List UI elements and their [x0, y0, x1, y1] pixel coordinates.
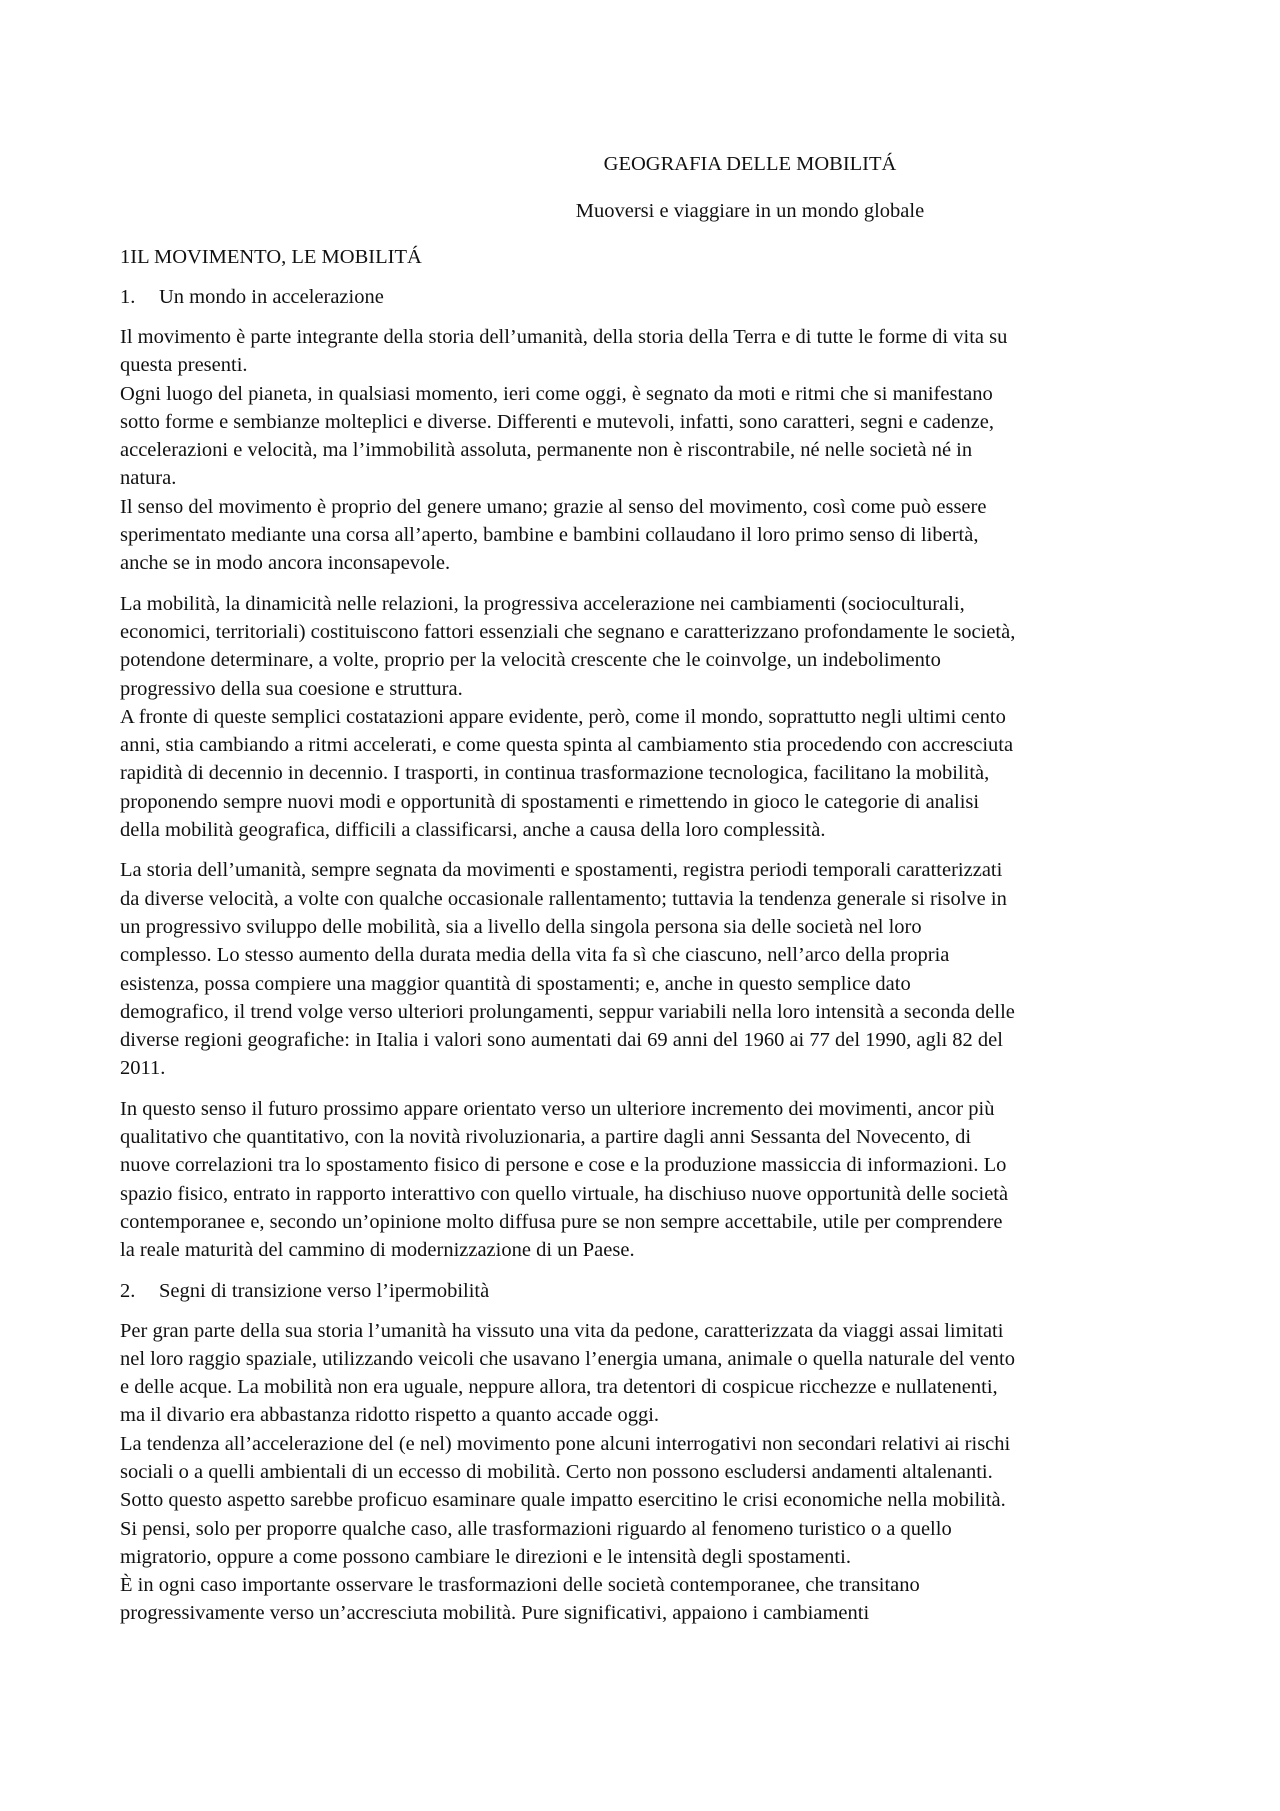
- text-line: Sotto questo aspetto sarebbe proficuo esaminare quale impatto esercitino le crisi economiche nella mobilità.: [120, 1489, 1006, 1512]
- text-line: della mobilità geografica, difficili a classificarsi, anche a causa della loro complessità.: [120, 819, 826, 842]
- text-line: potendone determinare, a volte, proprio per la velocità crescente che le coinvolge, un indebolimento: [120, 649, 941, 672]
- text-line: natura.: [120, 467, 177, 490]
- section-title: Segni di transizione verso l’ipermobilità: [159, 1279, 490, 1302]
- text-line: e delle acque. La mobilità non era uguale, neppure allora, tra detentori di cospicue ricchezze e nullatenenti,: [120, 1376, 998, 1399]
- text-line: proponendo sempre nuovi modi e opportunità di spostamenti e rimettendo in gioco le categorie di analisi: [120, 790, 980, 813]
- text-line: Ogni luogo del pianeta, in qualsiasi momento, ieri come oggi, è segnato da moti e ritmi che si manifestano: [120, 382, 993, 405]
- text-line: la reale maturità del cammino di modernizzazione di un Paese.: [120, 1239, 635, 1262]
- text-line: progressivo della sua coesione e struttura.: [120, 677, 463, 700]
- text-line: da diverse velocità, a volte con qualche occasionale rallentamento; tuttavia la tendenza generale si risolve in: [120, 887, 1007, 910]
- paragraph: [120, 323, 1170, 578]
- text-line: 2011.: [120, 1057, 166, 1080]
- text-line: ma il divario era abbastanza ridotto rispetto a quanto accade oggi.: [120, 1404, 660, 1427]
- text-line: esistenza, possa compiere una maggior quantità di spostamenti; e, anche in questo semplice dato: [120, 972, 911, 995]
- text-line: rapidità di decennio in decennio. I trasporti, in continua trasformazione tecnologica, facilitano la mobilità,: [120, 762, 990, 785]
- text-line: complesso. Lo stesso aumento della durata media della vita fa sì che ciascuno, nell’arco della propria: [120, 944, 950, 967]
- text-line: qualitativo che quantitativo, con la novità rivoluzionaria, a partire dagli anni Sessanta del Novecento, di: [120, 1126, 972, 1149]
- text-line: La storia dell’umanità, sempre segnata da movimenti e spostamenti, registra periodi temporali caratterizzati: [120, 859, 1003, 882]
- text-line: diverse regioni geografiche: in Italia i valori sono aumentati dai 69 anni del 1960 ai 77 del 1990, agli 82 del: [120, 1029, 1003, 1052]
- section-number: 2.: [120, 1279, 136, 1302]
- text-line: Si pensi, solo per proporre qualche caso, alle trasformazioni riguardo al fenomeno turistico o a quello: [120, 1517, 952, 1540]
- text-line: un progressivo sviluppo delle mobilità, sia a livello della singola persona sia delle società nel loro: [120, 915, 922, 938]
- text-line: La tendenza all’accelerazione del (e nel) movimento pone alcuni interrogativi non secondari relativi ai rischi: [120, 1432, 1011, 1455]
- text-line: contemporanee e, secondo un’opinione molto diffusa pure se non sempre accettabile, utile per comprendere: [120, 1210, 1003, 1233]
- text-line: nel loro raggio spaziale, utilizzando veicoli che usavano l’energia umana, animale o quella naturale del vento: [120, 1347, 1016, 1370]
- text-line: spazio fisico, entrato in rapporto interattivo con quello virtuale, ha dischiuso nuove opportunità delle società: [120, 1182, 1009, 1205]
- text-line: demografico, il trend volge verso ulteriori prolungamenti, seppur variabili nella loro intensità a seconda delle: [120, 1000, 1015, 1023]
- paragraph: [120, 1095, 1170, 1265]
- text-line: sperimentato mediante una corsa all’aperto, bambine e bambini collaudano il loro primo senso di libertà,: [120, 524, 979, 547]
- text-line: migratorio, oppure a come possono cambiare le direzioni e le intensità degli spostamenti.: [120, 1545, 851, 1568]
- section-title: Un mondo in accelerazione: [159, 286, 384, 308]
- text-line: Il senso del movimento è proprio del genere umano; grazie al senso del movimento, così come può essere: [120, 495, 987, 518]
- text-line: economici, territoriali) costituiscono fattori essenziali che segnano e caratterizzano profondamente le società,: [120, 620, 1016, 643]
- text-line: nuove correlazioni tra lo spostamento fisico di persone e cose e la produzione massiccia di informazioni. Lo: [120, 1154, 1007, 1177]
- text-line: Per gran parte della sua storia l’umanità ha vissuto una vita da pedone, caratterizzata da viaggi assai limitati: [120, 1319, 1004, 1342]
- section-heading: [120, 1277, 1170, 1305]
- text-line: questa presenti.: [120, 354, 248, 377]
- section-heading: [120, 283, 1170, 311]
- paragraph: [120, 1317, 1170, 1628]
- chapter-heading: 1IL MOVIMENTO, LE MOBILITÁ: [120, 246, 422, 268]
- text-line: progressivamente verso un’accresciuta mobilità. Pure significativi, appaiono i cambiamenti: [120, 1602, 870, 1625]
- text-line: La mobilità, la dinamicità nelle relazioni, la progressiva accelerazione nei cambiamenti (socioculturali,: [120, 592, 965, 615]
- document-body: [120, 243, 1170, 1640]
- text-line: anni, stia cambiando a ritmi accelerati, e come questa spinta al cambiamento stia procedendo con accresciuta: [120, 734, 1014, 757]
- text-line: accelerazioni e velocità, ma l’immobilità assoluta, permanente non è riscontrabile, né nelle società né in: [120, 439, 973, 462]
- section-number: 1.: [120, 286, 136, 308]
- text-line: A fronte di queste semplici costatazioni appare evidente, però, come il mondo, soprattutto negli ultimi cento: [120, 705, 1006, 728]
- text-line: È in ogni caso importante osservare le trasformazioni delle società contemporanee, che transitano: [120, 1574, 920, 1597]
- text-line: Il movimento è parte integrante della storia dell’umanità, della storia della Terra e di tutte le forme di vita su: [120, 326, 1008, 348]
- text-line: anche se in modo ancora inconsapevole.: [120, 552, 451, 575]
- paragraph: [120, 590, 1170, 845]
- document-title: GEOGRAFIA DELLE MOBILITÁ: [603, 153, 897, 175]
- text-line: In questo senso il futuro prossimo appare orientato verso un ulteriore incremento dei movimenti, ancor più: [120, 1097, 995, 1120]
- text-line: sotto forme e sembianze molteplici e diverse. Differenti e mutevoli, infatti, sono caratteri, segni e cadenze,: [120, 410, 994, 433]
- document-subtitle: Muoversi e viaggiare in un mondo globale: [575, 200, 925, 222]
- text-line: sociali o a quelli ambientali di un eccesso di mobilità. Certo non possono escludersi andamenti altalenanti.: [120, 1460, 993, 1483]
- paragraph: [120, 856, 1170, 1082]
